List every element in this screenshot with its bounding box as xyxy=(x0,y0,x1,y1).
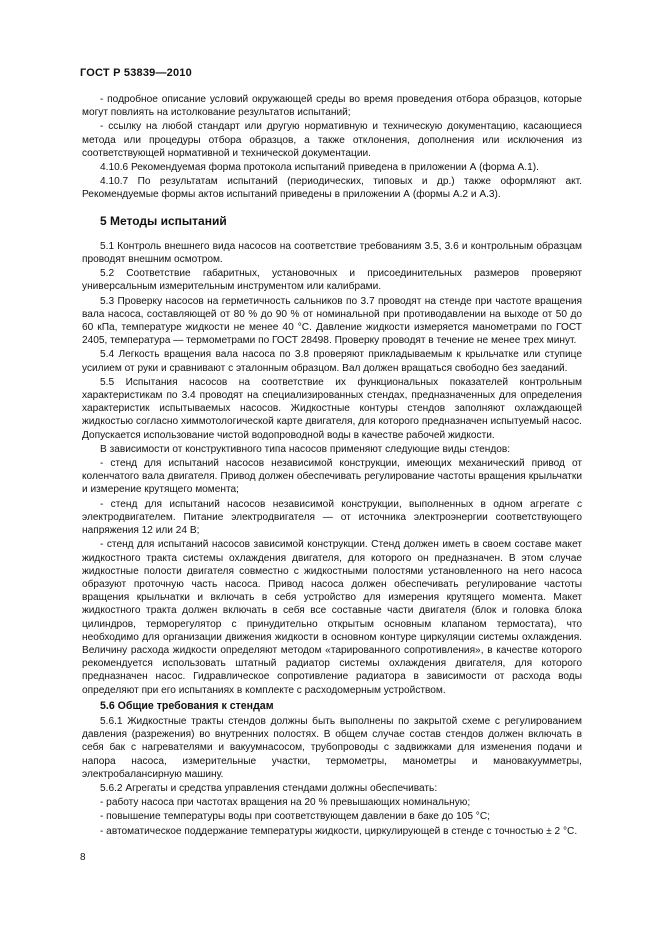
paragraph: 5.5 Испытания насосов на соответствие их функциональных показателей контрольным характеристикам по 3.4 проводят на специализированных стендах, предназначенных для определения характеристик испытываемых насосов. Жидкостные контуры стендов заполняют охлаждающей жидкостью согласно химмотологической карте двигателя, для которого предназначен испытуемый насос. Допускается использование чистой водопроводной воды в качестве рабочей жидкости. xyxy=(82,376,582,441)
paragraph: - ссылку на любой стандарт или другую нормативную и техническую документацию, касающиеся метода или процедуры отбора образцов, а также отклонения, дополнения или исключения из соответствующей нормативной и технической документации. xyxy=(82,121,582,159)
subsection-heading: 5.6 Общие требования к стендам xyxy=(100,699,274,712)
list-item: - работу насоса при частотах вращения на 20 % превышающих номинальную; xyxy=(100,797,471,809)
document-body xyxy=(82,93,582,839)
paragraph: 5.2 Соответствие габаритных, установочных и присоединительных размеров проверяют универсальным измерительным инструментом или калибрами. xyxy=(82,268,582,293)
list-item: - стенд для испытаний насосов зависимой конструкции. Стенд должен иметь в своем составе макет жидкостного тракта системы охлаждения двигателя, для которого он предназначен. В этом случае жидкостные полости двигателя совместно с жидкостными полостями установленного на него насоса образуют проточную часть насоса. Привод насоса должен обеспечивать регулирование частоты вращения крыльчатки и включать в себя устройство для измерения крутящего момента. Макет жидкостного тракта должен включать в себя все составные части двигателя (блок и головка блока цилиндров, терморегулятор с принудительно открытым основным клапаном термостата), что необходимо для организации движения жидкости в основном контуре циркуляции системы охлаждения. Величину расхода жидкости определяют методом «тарированного сопротивления», в качестве которого рекомендуется использовать штатный радиатор системы охлаждения двигателя, для которого предназначен насос. Гидравлическое сопротивление радиатора в зависимости от расхода воды определяют при его испытаниях в комплекте с расходомерным устройством. xyxy=(82,539,582,696)
paragraph: 5.4 Легкость вращения вала насоса по 3.8 проверяют прикладываемым к крыльчатке или ступице усилием от руки и сравнивают с эталонным образцом. Вал должен вращаться свободно без заеданий. xyxy=(82,349,582,374)
list-item: - автоматическое поддержание температуры жидкости, циркулирующей в стенде с точностью ± 2 °С. xyxy=(100,825,578,837)
paragraph: В зависимости от конструктивного типа насосов применяют следующие виды стендов: xyxy=(100,443,511,455)
list-item: - повышение температуры воды при соответствующем давлении в баке до 105 °С; xyxy=(100,811,490,823)
page-number: 8 xyxy=(80,852,86,863)
paragraph: - подробное описание условий окружающей среды во время проведения отбора образцов, которые могут повлиять на истолкование результатов испытаний; xyxy=(82,94,582,119)
paragraph: 5.6.2 Агрегаты и средства управления стендами должны обеспечивать: xyxy=(100,782,438,794)
list-item: - стенд для испытаний насосов независимой конструкции, выполненных в одном агрегате с электродвигателем. Питание электродвигателя — от источника электроэнергии соответствующего напряжения 12 или 24 В; xyxy=(82,498,582,537)
paragraph: 5.3 Проверку насосов на герметичность сальников по 3.7 проводят на стенде при частоте вращения вала насоса, составляющей от 80 % до 90 % от номинальной при противодавлении на выходе от 50 до 60 кПа, температуре жидкости не менее 40 °С. Давление жидкости измеряется манометрами по ГОСТ 2405, температура — термометрами по ГОСТ 28498. Проверку проводят в течение не менее трех минут. xyxy=(82,295,582,347)
list-item: - стенд для испытаний насосов независимой конструкции, имеющих механический привод от коленчатого вала двигателя. Привод должен обеспечивать регулирование частоты вращения крыльчатки и измерение крутящего момента; xyxy=(82,458,582,496)
section-heading: 5 Методы испытаний xyxy=(100,213,227,228)
paragraph: 5.6.1 Жидкостные тракты стендов должны быть выполнены по закрытой схеме с регулированием давления (разрежения) во внутренних полостях. В общем случае состав стендов должен включать в себя бак с нагревателями и вакуумнасосом, трубопроводы с задвижками для изменения подачи и напора насоса, измерительные участки, термометры, манометры и мановакуумметры, электробалансирную машину. xyxy=(82,715,582,780)
paragraph: 4.10.6 Рекомендуемая форма протокола испытаний приведена в приложении А (форма А.1). xyxy=(100,162,539,174)
paragraph: 4.10.7 По результатам испытаний (периодических, типовых и др.) также оформляют акт. Рекомендуемые формы актов испытаний приведены в приложении А (формы А.2 и А.3). xyxy=(82,176,582,201)
paragraph: 5.1 Контроль внешнего вида насосов на соответствие требованиям 3.5, 3.6 и контрольным образцам проводят внешним осмотром. xyxy=(82,240,582,266)
document-header: ГОСТ Р 53839—2010 xyxy=(80,67,192,79)
